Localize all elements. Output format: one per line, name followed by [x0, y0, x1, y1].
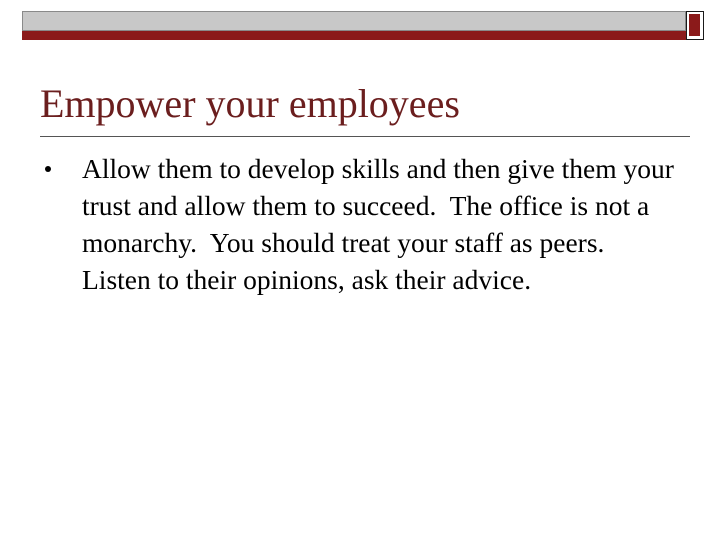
- header-square-fill: [689, 14, 700, 36]
- bullet-dot-icon: [45, 166, 51, 172]
- slide-title: Empower your employees: [40, 81, 460, 126]
- header-band: [22, 11, 686, 31]
- bullet-text: Allow them to develop skills and then give them your trust and allow them to succeed. The office is not a monarchy. You should treat your staff as peers. Listen to their opinions, ask their advice.: [82, 153, 688, 295]
- bullet-item: [40, 150, 688, 298]
- header-square-ornament: [686, 11, 704, 40]
- title-divider: [40, 136, 690, 137]
- header-accent-bar: [22, 31, 686, 40]
- bullet-list: [40, 150, 688, 298]
